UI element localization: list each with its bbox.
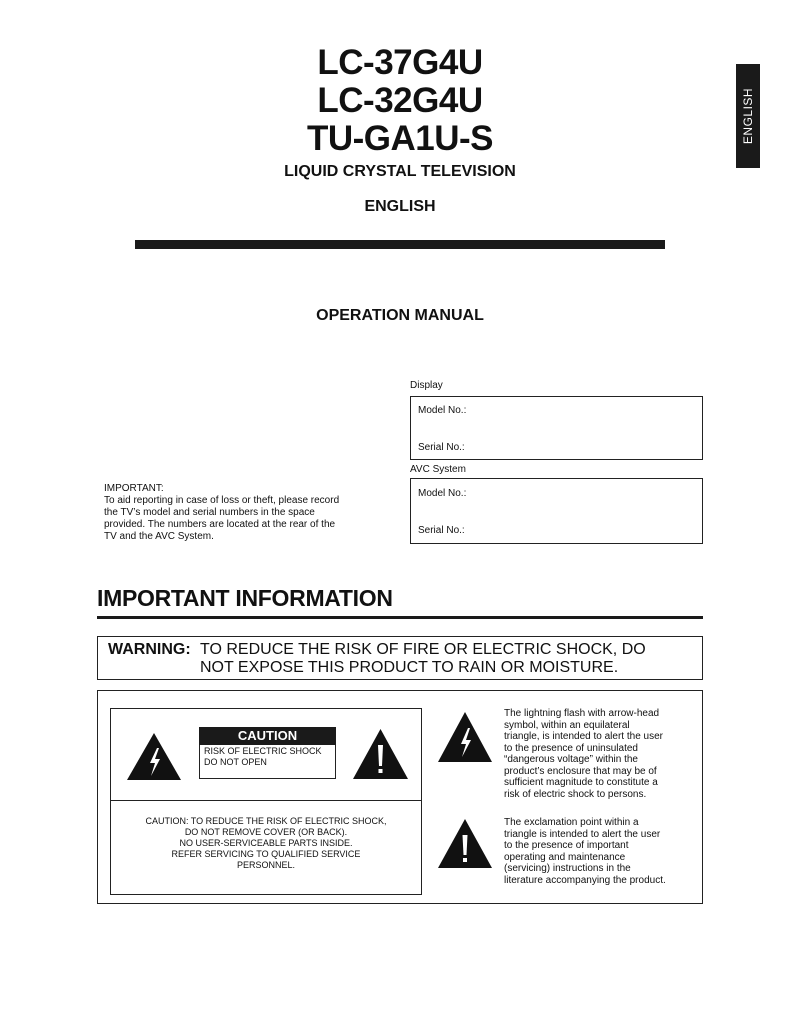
important-note-heading: IMPORTANT:	[104, 483, 164, 494]
description-line: sufficient magnitude to constitute a	[504, 777, 658, 788]
caution-line: NO USER-SERVICEABLE PARTS INSIDE.	[179, 838, 353, 848]
caution-sub-line: RISK OF ELECTRIC SHOCK	[204, 746, 322, 756]
language-tab-label: ENGLISH	[741, 87, 755, 145]
caution-instructions	[110, 816, 422, 871]
caution-line: REFER SERVICING TO QUALIFIED SERVICE	[171, 849, 361, 859]
header-divider	[135, 240, 665, 249]
avc-model-no-label: Model No.:	[418, 488, 467, 499]
exclamation-description	[504, 817, 694, 886]
avc-record-box	[410, 478, 703, 544]
description-line: symbol, within an equilateral	[504, 719, 630, 731]
description-line: literature accompanying the product.	[504, 874, 666, 886]
caution-header: CAUTION	[199, 727, 336, 745]
warning-label: WARNING:	[108, 641, 191, 658]
description-line: “dangerous voltage” within the	[504, 754, 638, 765]
model-number-3: TU-GA1U-S	[306, 119, 494, 158]
caution-subtext	[199, 745, 336, 779]
description-line: operating and maintenance	[504, 851, 626, 863]
important-note-line: To aid reporting in case of loss or theft, please record	[104, 495, 340, 506]
caution-line: PERSONNEL.	[236, 860, 296, 870]
description-line: product’s enclosure that may be of	[504, 765, 657, 777]
section-title: IMPORTANT INFORMATION	[97, 585, 393, 611]
display-label: Display	[410, 380, 443, 391]
section-divider	[97, 616, 703, 619]
avc-label: AVC System	[410, 464, 466, 475]
avc-serial-no-label: Serial No.:	[418, 525, 465, 536]
description-line: (servicing) instructions in the	[504, 863, 631, 874]
lightning-symbol-icon	[437, 711, 493, 763]
caution-divider	[110, 800, 422, 801]
description-line: triangle, is intended to alert the user	[504, 731, 663, 742]
model-number-2: LC-32G4U	[317, 81, 483, 120]
description-line: The lightning flash with arrow-head	[504, 708, 660, 719]
warning-box	[97, 636, 703, 680]
model-number-1: LC-37G4U	[317, 43, 483, 82]
display-serial-no-label: Serial No.:	[418, 442, 465, 453]
important-note-line: TV and the AVC System.	[104, 531, 214, 542]
description-line: triangle is intended to alert the user	[504, 828, 661, 840]
language-tab	[736, 64, 760, 168]
exclamation-warning-icon	[352, 728, 409, 780]
description-line: to the presence of important	[504, 840, 629, 851]
caution-sub-line: DO NOT OPEN	[204, 757, 267, 767]
warning-line: NOT EXPOSE THIS PRODUCT TO RAIN OR MOISTURE.	[200, 659, 619, 676]
caution-line: DO NOT REMOVE COVER (OR BACK).	[184, 827, 348, 837]
display-record-box	[410, 396, 703, 460]
language-heading: ENGLISH	[364, 198, 436, 215]
product-name: LIQUID CRYSTAL TELEVISION	[284, 163, 516, 180]
important-note	[104, 483, 394, 543]
important-note-line: provided. The numbers are located at the rear of the	[104, 519, 336, 530]
lightning-description	[504, 708, 694, 800]
lightning-warning-icon	[126, 732, 182, 781]
manual-title: OPERATION MANUAL	[316, 307, 484, 324]
description-line: risk of electric shock to persons.	[504, 788, 647, 800]
important-note-line: the TV’s model and serial numbers in the space	[104, 507, 315, 518]
warning-text	[200, 641, 700, 677]
display-model-no-label: Model No.:	[418, 405, 467, 416]
warning-line: TO REDUCE THE RISK OF FIRE OR ELECTRIC SHOCK, DO	[200, 641, 646, 658]
caution-line: CAUTION: TO REDUCE THE RISK OF ELECTRIC SHOCK,	[145, 816, 387, 826]
exclamation-symbol-icon	[437, 818, 493, 869]
description-line: The exclamation point within a	[504, 817, 639, 828]
description-line: to the presence of uninsulated	[504, 742, 638, 754]
